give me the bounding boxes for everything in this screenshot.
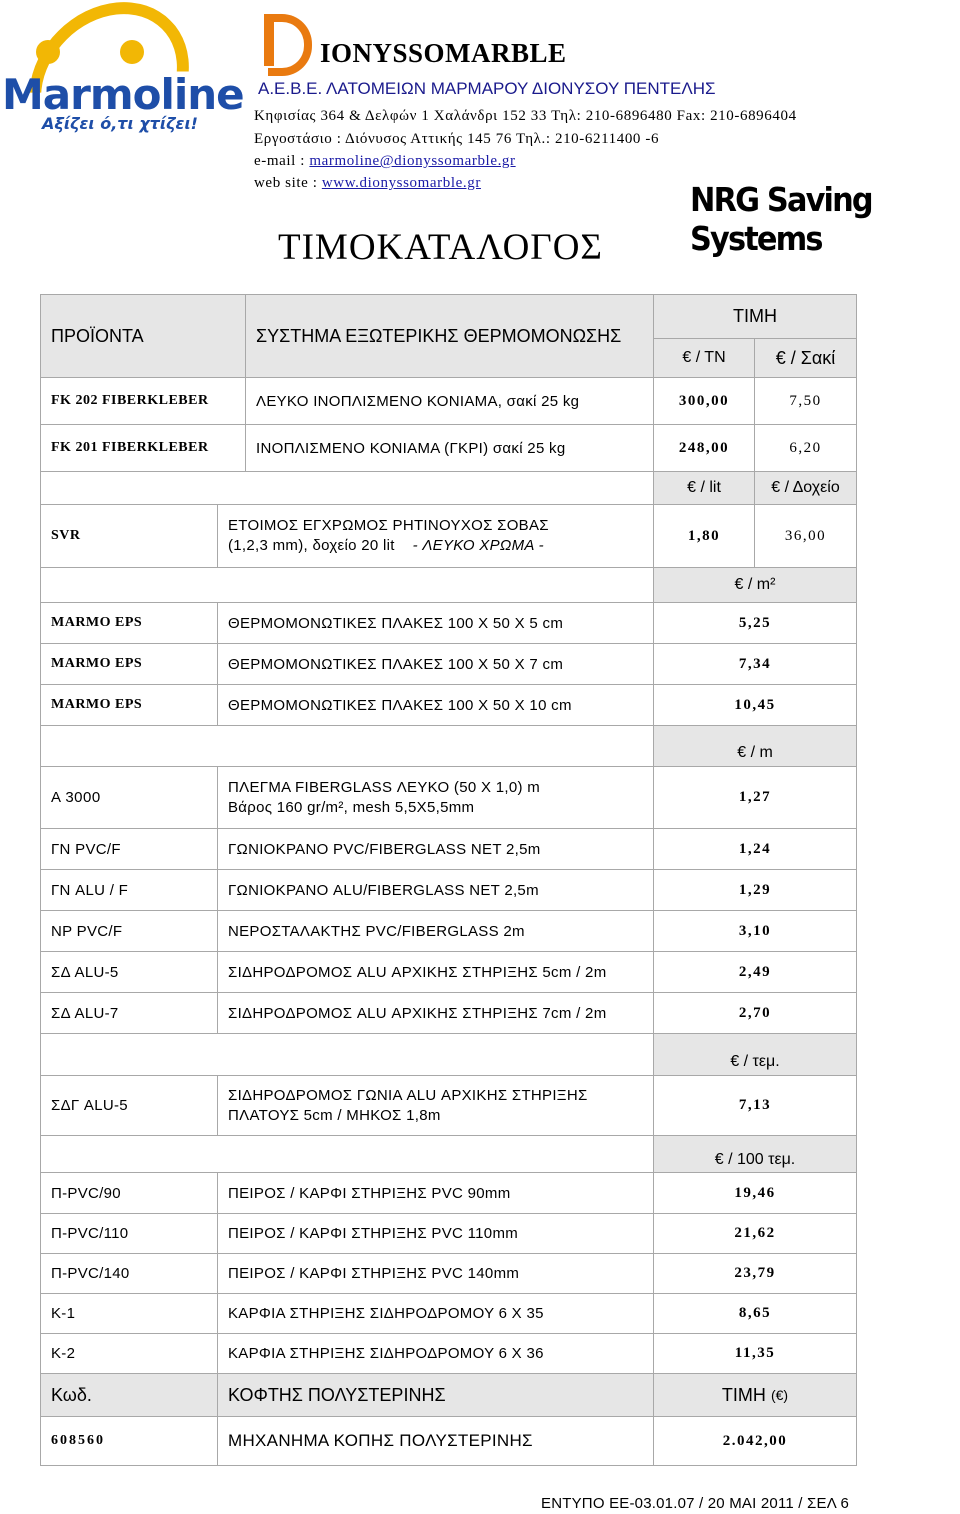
header-products: ΠΡΟΪΟΝΤΑ bbox=[40, 294, 246, 378]
spacer-cell bbox=[40, 567, 654, 603]
row-price: 7,34 bbox=[653, 643, 857, 685]
unit-per-m2: € / m² bbox=[653, 567, 857, 603]
cutter-price-label: ΤΙΜΗ bbox=[721, 1384, 766, 1405]
footer-doc-ref: ΕΝΤΥΠΟ ΕΕ-03.01.07 / 20 ΜΑΙ 2011 / ΣΕΛ 6 bbox=[541, 1495, 849, 1512]
cutter-header-desc: ΚΟΦΤΗΣ ΠΟΛΥΣΤΕΡΙΝΗΣ bbox=[217, 1373, 654, 1417]
row-price: 1,29 bbox=[653, 869, 857, 911]
row-code: FK 202 FIBERKLEBER bbox=[40, 377, 246, 425]
spacer-cell bbox=[40, 1033, 654, 1076]
cutter-header-code: Κωδ. bbox=[40, 1373, 218, 1417]
dionyssomarble-d-logo bbox=[258, 12, 314, 68]
row-desc: ΣΙΔΗΡΟΔΡΟΜΟΣ ALU ΑΡΧΙΚΗΣ ΣΤΗΡΙΞΗΣ 7cm / 2m bbox=[217, 992, 654, 1034]
unit-per-container: € / Δοχείο bbox=[754, 471, 857, 505]
row-price: 5,25 bbox=[653, 602, 857, 644]
row-code: Π-PVC/140 bbox=[40, 1253, 218, 1294]
row-price: 2,49 bbox=[653, 951, 857, 993]
row-desc-line1: ΕΤΟΙΜΟΣ ΕΓΧΡΩΜΟΣ ΡΗΤΙΝΟΥΧΟΣ ΣΟΒΑΣ bbox=[228, 517, 549, 534]
row-desc: ΠΕΙΡΟΣ / ΚΑΡΦΙ ΣΤΗΡΙΞΗΣ PVC 140mm bbox=[217, 1253, 654, 1294]
logo-eye-right bbox=[120, 40, 144, 64]
row-desc bbox=[217, 1075, 654, 1136]
row-code: SVR bbox=[40, 504, 218, 568]
logo-eye-left bbox=[36, 40, 60, 64]
svr-size: (1,2,3 mm), δοχείο 20 lit bbox=[228, 537, 395, 554]
row-code: Π-PVC/90 bbox=[40, 1172, 218, 1214]
cutter-price-unit: (€) bbox=[770, 1387, 789, 1403]
company-web-line bbox=[254, 175, 481, 192]
row-desc-line1: ΣΙΔΗΡΟΔΡΟΜΟΣ ΓΩΝΙΑ ALU ΑΡΧΙΚΗΣ ΣΤΗΡΙΞΗΣ bbox=[228, 1086, 588, 1104]
row-desc-line2: ΠΛΑΤΟΥΣ 5cm / ΜΗΚΟΣ 1,8m bbox=[228, 1106, 441, 1124]
row-price: 10,45 bbox=[653, 684, 857, 726]
row-price-container: 36,00 bbox=[754, 504, 857, 568]
unit-per-lit: € / lit bbox=[653, 471, 755, 505]
row-code: ΓΝ PVC/F bbox=[40, 828, 218, 870]
row-code: MARMO EPS bbox=[40, 684, 218, 726]
row-price-ton: 248,00 bbox=[653, 424, 755, 472]
row-desc: ΠΕΙΡΟΣ / ΚΑΡΦΙ ΣΤΗΡΙΞΗΣ PVC 110mm bbox=[217, 1213, 654, 1254]
row-code: MARMO EPS bbox=[40, 602, 218, 644]
nrg-brand: NRG Saving Systems bbox=[690, 180, 872, 258]
row-price: 1,24 bbox=[653, 828, 857, 870]
company-factory: Εργοστάσιο : Διόνυσος Αττικής 145 76 Τηλ.: 210-6211400 -6 bbox=[254, 131, 660, 147]
row-desc: ΚΑΡΦΙΑ ΣΤΗΡΙΞΗΣ ΣΙΔΗΡΟΔΡΟΜΟΥ 6 Χ 35 bbox=[217, 1293, 654, 1334]
row-desc: ΣΙΔΗΡΟΔΡΟΜΟΣ ALU ΑΡΧΙΚΗΣ ΣΤΗΡΙΞΗΣ 5cm / 2m bbox=[217, 951, 654, 993]
row-code: ΝΡ PVC/F bbox=[40, 910, 218, 952]
company-address: Κηφισίας 364 & Δελφών 1 Χαλάνδρι 152 33 Τηλ: 210-6896480 Fax: 210-6896404 bbox=[254, 108, 797, 124]
row-price-bag: 6,20 bbox=[754, 424, 857, 472]
row-price: 3,10 bbox=[653, 910, 857, 952]
row-price: 1,27 bbox=[653, 766, 857, 829]
row-price: 8,65 bbox=[653, 1293, 857, 1334]
row-code: ΣΔ ALU-5 bbox=[40, 951, 218, 993]
row-code: MARMO EPS bbox=[40, 643, 218, 685]
row-desc: ΘΕΡΜΟΜΟΝΩΤΙΚΕΣ ΠΛΑΚΕΣ 100 Χ 50 Χ 10 cm bbox=[217, 684, 654, 726]
row-code: ΣΔΓ ALU-5 bbox=[40, 1075, 218, 1136]
row-price-bag: 7,50 bbox=[754, 377, 857, 425]
svr-color: - ΛΕΥΚΟ ΧΡΩΜΑ - bbox=[412, 537, 544, 554]
row-code: Κ-1 bbox=[40, 1293, 218, 1334]
spacer-cell bbox=[40, 725, 654, 767]
row-desc: ΘΕΡΜΟΜΟΝΩΤΙΚΕΣ ΠΛΑΚΕΣ 100 Χ 50 Χ 7 cm bbox=[217, 643, 654, 685]
header-per-bag: € / Σακί bbox=[754, 338, 857, 378]
row-desc-line1: ΠΛΕΓΜΑ FIBERGLASS ΛΕΥΚΟ (50 Χ 1,0) m bbox=[228, 778, 541, 796]
email-label: e-mail : bbox=[254, 153, 310, 169]
row-desc: ΛΕΥΚΟ ΙΝΟΠΛΙΣΜΕΝΟ ΚΟΝΙΑΜΑ, σακί 25 kg bbox=[245, 377, 654, 425]
marmoline-logo bbox=[0, 2, 244, 152]
header-per-ton: € / TN bbox=[653, 338, 755, 378]
row-desc: ΝΕΡΟΣΤΑΛΑΚΤΗΣ PVC/FIBERGLASS 2m bbox=[217, 910, 654, 952]
row-desc: ΜΗΧΑΝΗΜΑ ΚΟΠΗΣ ΠΟΛΥΣΤΕΡΙΝΗΣ bbox=[217, 1416, 654, 1466]
row-code: 608560 bbox=[40, 1416, 218, 1466]
company-legal-name: Α.Ε.Β.Ε. ΛΑΤΟΜΕΙΩΝ ΜΑΡΜΑΡΟΥ ΔΙΟΝΥΣΟΥ ΠΕΝΤΕΛΗΣ bbox=[258, 79, 716, 98]
row-price: 2.042,00 bbox=[653, 1416, 857, 1466]
row-desc: ΙΝΟΠΛΙΣΜΕΝΟ ΚΟΝΙΑΜΑ (ΓΚΡΙ) σακί 25 kg bbox=[245, 424, 654, 472]
row-desc bbox=[217, 766, 654, 829]
row-price-lit: 1,80 bbox=[653, 504, 755, 568]
web-label: web site : bbox=[254, 175, 322, 191]
row-price-ton: 300,00 bbox=[653, 377, 755, 425]
row-code: Κ-2 bbox=[40, 1333, 218, 1374]
row-desc: ΓΩΝΙΟΚΡΑΝΟ PVC/FIBERGLASS NET 2,5m bbox=[217, 828, 654, 870]
unit-per-m: € / m bbox=[653, 725, 857, 767]
spacer-cell bbox=[40, 1135, 654, 1173]
row-code: ΣΔ ALU-7 bbox=[40, 992, 218, 1034]
row-price: 21,62 bbox=[653, 1213, 857, 1254]
row-code: Α 3000 bbox=[40, 766, 218, 829]
web-link[interactable]: www.dionyssomarble.gr bbox=[321, 175, 481, 191]
row-code: ΓΝ ALU / F bbox=[40, 869, 218, 911]
row-price: 11,35 bbox=[653, 1333, 857, 1374]
header-price: ΤΙΜΗ bbox=[653, 294, 857, 339]
row-desc: ΚΑΡΦΙΑ ΣΤΗΡΙΞΗΣ ΣΙΔΗΡΟΔΡΟΜΟΥ 6 Χ 36 bbox=[217, 1333, 654, 1374]
row-price: 2,70 bbox=[653, 992, 857, 1034]
row-desc: ΓΩΝΙΟΚΡΑΝΟ ALU/FIBERGLASS NET 2,5m bbox=[217, 869, 654, 911]
cutter-header-price bbox=[653, 1373, 857, 1417]
header-system: ΣΥΣΤΗΜΑ ΕΞΩΤΕΡΙΚΗΣ ΘΕΡΜΟΜΟΝΩΣΗΣ bbox=[245, 294, 654, 378]
row-price: 23,79 bbox=[653, 1253, 857, 1294]
spacer-cell bbox=[40, 471, 654, 505]
row-desc bbox=[217, 504, 654, 568]
unit-per-piece: € / τεμ. bbox=[653, 1033, 857, 1076]
row-desc-line2: Βάρος 160 gr/m², mesh 5,5Χ5,5mm bbox=[228, 798, 475, 816]
row-price: 19,46 bbox=[653, 1172, 857, 1214]
page-title: ΤΙΜΟΚΑΤΑΛΟΓΟΣ bbox=[278, 227, 603, 268]
row-price: 7,13 bbox=[653, 1075, 857, 1136]
company-name: IONYSSOMARBLE bbox=[320, 38, 567, 68]
row-desc: ΠΕΙΡΟΣ / ΚΑΡΦΙ ΣΤΗΡΙΞΗΣ PVC 90mm bbox=[217, 1172, 654, 1214]
row-desc: ΘΕΡΜΟΜΟΝΩΤΙΚΕΣ ΠΛΑΚΕΣ 100 Χ 50 Χ 5 cm bbox=[217, 602, 654, 644]
row-code: FK 201 FIBERKLEBER bbox=[40, 424, 246, 472]
logo-slogan: Αξίζει ό,τι χτίζει! bbox=[42, 114, 198, 133]
email-link[interactable]: marmoline@dionyssomarble.gr bbox=[309, 153, 516, 169]
unit-per-100: € / 100 τεμ. bbox=[653, 1135, 857, 1173]
row-code: Π-PVC/110 bbox=[40, 1213, 218, 1254]
company-email-line bbox=[254, 153, 516, 170]
logo-name: Marmoline bbox=[2, 70, 244, 119]
row-desc-line2 bbox=[228, 536, 544, 556]
